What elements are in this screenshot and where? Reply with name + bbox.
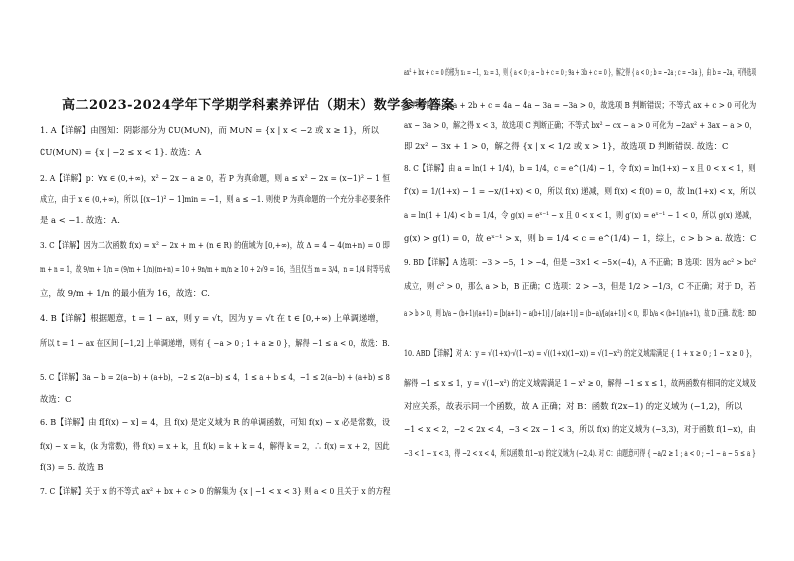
answer-line: 对应关系，故表示同一个函数，故 A 正确；对 B：函数 f(2x−1) 的定义域为 (−1,2)，所以 [404, 401, 743, 411]
answer-line: m + n = 1，故 9/m + 1/n = (9/m + 1/n)(m+n) = 10 + 9n/m + m/n ≥ 10 + 2√9 = 16，当且仅当 m = 3/4，n = 1/4 时等号成 [40, 264, 391, 274]
answer-line: 1. A【详解】由图知：阴影部分为 ∁U(M∪N)，而 M∪N = {x | x < −2 或 x ≥ 1}，所以 [40, 125, 379, 135]
answer-line: −1 < x < 2，−2 < 2x < 4，−3 < 2x − 1 < 3，所以 f(x) 的定义域为 (−3,3)，对于函数 f(1−x)，由 [404, 424, 756, 434]
answer-line: 7. C【详解】关于 x 的不等式 ax² + bx + c > 0 的解集为 {x | −1 < x < 3} 则 a < 0 且关于 x 的方程 [40, 486, 391, 496]
answer-line: 即 2x² − 3x + 1 > 0，解之得 {x | x < 1/2 或 x > 1}，故选项 D 判断错误. 故选：C [404, 141, 729, 151]
answer-line: 立，故 9/m + 1/n 的最小值为 16，故选：C. [40, 288, 210, 298]
answer-line: 故选：C [40, 394, 72, 404]
answer-line: 8. C【详解】由 a = ln(1 + 1/4)，b = 1/4，c = e^(1/4) − 1，令 f(x) = ln(1+x) − x 且 0 < x < 1，则 [404, 163, 756, 173]
answer-line: a > b > 0，则 b/a − (b+1)/(a+1) = [b(a+1) − a(b+1)] / [a(a+1)] = (b−a)/[a(a+1)] < 0，即 b/a < (b+1)/(a+1)，故 D 正确. 故选：BD [404, 308, 757, 318]
answer-line: 是 a < −1. 故选：A. [40, 215, 120, 225]
answer-line: ∁U(M∪N) = {x | −2 ≤ x < 1}. 故选：A [40, 147, 202, 157]
answer-line: −3 < 1 − x < 3，得 −2 < x < 4，所以函数 f(1−x) 的定义域为 (−2,4). 对 C：由题意可得 { −a/2 ≥ 1 ; a < 0 ; −1 − a − 5 ≤ a } [404, 448, 756, 458]
answer-line: a = ln(1 + 1/4) < b = 1/4，令 g(x) = eˣ⁻¹ − x 且 0 < x < 1，则 g′(x) = eˣ⁻¹ − 1 < 0，所以 g(x) 递减， [404, 210, 757, 220]
answer-line: A 判断错误；4a + 2b + c = 4a − 4a − 3a = −3a > 0，故选项 B 判断错误；不等式 ax + c > 0 可化为 [404, 100, 757, 110]
left-column [40, 0, 390, 561]
answer-line: f(x) − x = k，(k 为常数)，得 f(x) = x + k，且 f(k) = k + k = 4，解得 k = 2，∴ f(x) = x + 2，因此 [40, 441, 390, 451]
answer-line: 4. B【详解】根据题意，t = 1 − ax，则 y = √t，因为 y = √t 在 t ∈ [0,+∞) 上单调递增， [40, 313, 385, 323]
answer-line: 10. ABD【详解】对 A：y = √(1+x)·√(1−x) = √((1+x)(1−x)) = √(1−x²) 的定义域需满足 { 1 + x ≥ 0 ; 1 − x ≥ 0 }， [404, 348, 757, 358]
answer-line: 所以 t = 1 − ax 在区间 [−1,2] 上单调递增，则有 { −a > 0 ; 1 + a ≥ 0 }，解得 −1 ≤ a < 0，故选：B. [40, 338, 390, 348]
answer-line: 2. A【详解】p：∀x ∈ (0,+∞)，x² − 2x − a ≥ 0，若 P 为真命题，则 a ≤ x² − 2x = (x−1)² − 1 恒 [40, 173, 391, 183]
answer-line: 5. C【详解】3a − b = 2(a−b) + (a+b)，−2 ≤ 2(a−b) ≤ 4，1 ≤ a + b ≤ 4，−1 ≤ 2(a−b) + (a+b) ≤ 8 [40, 372, 391, 382]
answer-line: 9. BD【详解】A 选项：−3 > −5，1 > −4，但是 −3×1 < −5×(−4)，A 不正确；B 选项：因为 ac² > bc² [404, 257, 757, 267]
answer-line: ax − 3a > 0，解之得 x < 3，故选项 C 判断正确；不等式 bx² − cx − a > 0 可化为 −2ax² + 3ax − a > 0， [404, 120, 757, 130]
answer-line: 成立，由于 x ∈ (0,+∞)，所以 [(x−1)² − 1]min = −1，则 a ≤ −1. 则使 P 为真命题的一个充分非必要条件 [40, 194, 391, 204]
answer-line: f(3) = 5. 故选 B [40, 462, 104, 472]
answer-line: f′(x) = 1/(1+x) − 1 = −x/(1+x) < 0，所以 f(x) 递减，则 f(x) < f(0) = 0，故 ln(1+x) < x，所以 [404, 186, 756, 196]
right-column [404, 0, 756, 561]
answer-line: 3. C【详解】因为二次函数 f(x) = x² − 2x + m + (n ∈ R) 的值域为 [0,+∞)，故 Δ = 4 − 4(m+n) = 0 即 [40, 240, 390, 250]
answer-line: ax² + bx + c = 0 的根为 x₁ = −1，x₂ = 3，则 { a < 0 ; a − b + c = 0 ; 9a + 3b + c = 0 }，解之得 { a < 0 ; b = −2a ; c = −3a }，由 b = −2a，可得选项 [404, 67, 757, 77]
answer-line: 成立，则 c² > 0，那么 a > b，B 正确；C 选项：2 > −3，但是 1/2 > −1/3，C 不正确；对于 D，若 [404, 281, 756, 291]
page-title: 高二2023-2024学年下学期学科素养评估（期末）数学参考答案 [62, 98, 455, 113]
answer-line: 解得 −1 ≤ x ≤ 1，y = √(1−x²) 的定义域需满足 1 − x² ≥ 0，解得 −1 ≤ x ≤ 1，故两函数有相同的定义域及 [404, 378, 757, 388]
answer-line: 6. B【详解】由 f[f(x) − x] = 4，且 f(x) 是定义域为 R 的单调函数，可知 f(x) − x 必是常数，设 [40, 417, 391, 427]
answer-line: g(x) > g(1) = 0，故 eˣ⁻¹ > x，则 b = 1/4 < c = e^(1/4) − 1，综上，c > b > a. 故选：C [404, 233, 757, 243]
